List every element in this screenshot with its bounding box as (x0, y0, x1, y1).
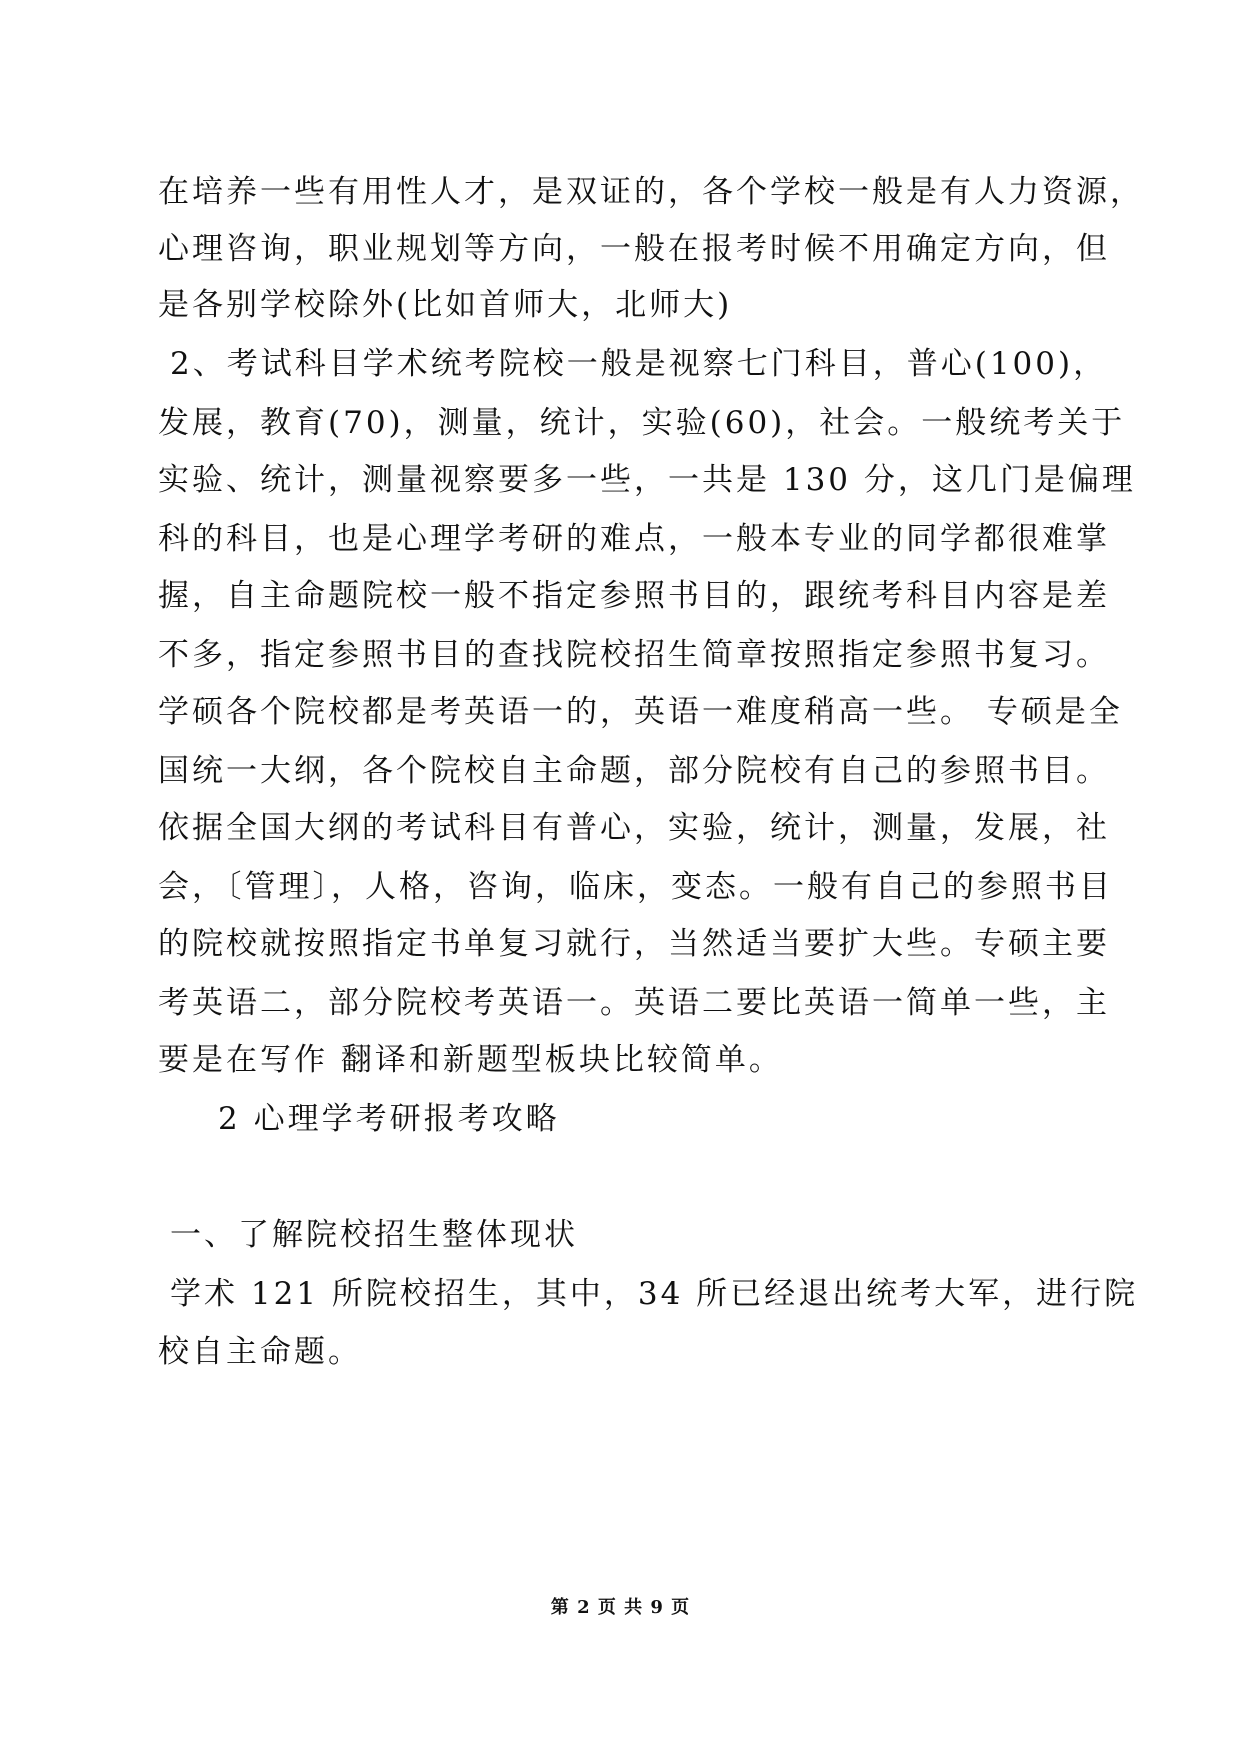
paragraph-line: 会，〔管理〕，人格，咨询，临床，变态。一般有自己的参照书目 (158, 869, 1113, 905)
paragraph-line: 实验、统计，测量视察要多一些，一共是 130 分，这几门是偏理 (158, 462, 1136, 498)
section-heading: 一、了解院校招生整体现状 (170, 1217, 578, 1253)
paragraph-line: 国统一大纲，各个院校自主命题，部分院校有自己的参照书目。 (158, 753, 1110, 789)
paragraph-line: 发展，教育(70)，测量，统计，实验(60)，社会。一般统考关于 (158, 405, 1126, 441)
paragraph-line: 的院校就按照指定书单复习就行，当然适当要扩大些。专硕主要 (158, 926, 1110, 962)
paragraph-line: 要是在写作 翻译和新题型板块比较简单。 (158, 1042, 783, 1078)
paragraph-line: 校自主命题。 (158, 1334, 362, 1370)
section-heading: 2 心理学考研报考攻略 (218, 1101, 560, 1137)
paragraph-line: 学术 121 所院校招生，其中，34 所已经退出统考大军，进行院 (170, 1276, 1139, 1312)
paragraph-line: 是各别学校除外(比如首师大，北师大) (158, 287, 733, 323)
page-footer: 第 2 页 共 9 页 (550, 1597, 691, 1618)
paragraph-line: 心理咨询，职业规划等方向，一般在报考时候不用确定方向，但 (158, 231, 1110, 267)
paragraph-line: 2、考试科目学术统考院校一般是视察七门科目，普心(100)， (170, 346, 1108, 382)
paragraph-line: 考英语二，部分院校考英语一。英语二要比英语一简单一些，主 (158, 985, 1110, 1021)
paragraph-line: 在培养一些有用性人才，是双证的，各个学校一般是有人力资源， (158, 174, 1144, 210)
paragraph-line: 科的科目，也是心理学考研的难点，一般本专业的同学都很难掌 (158, 521, 1110, 557)
paragraph-line: 不多，指定参照书目的查找院校招生简章按照指定参照书复习。 (158, 637, 1110, 673)
paragraph-line: 握，自主命题院校一般不指定参照书目的，跟统考科目内容是差 (158, 578, 1110, 614)
paragraph-line: 学硕各个院校都是考英语一的，英语一难度稍高一些。 专硕是全 (158, 694, 1123, 730)
paragraph-line: 依据全国大纲的考试科目有普心，实验，统计，测量，发展，社 (158, 810, 1110, 846)
